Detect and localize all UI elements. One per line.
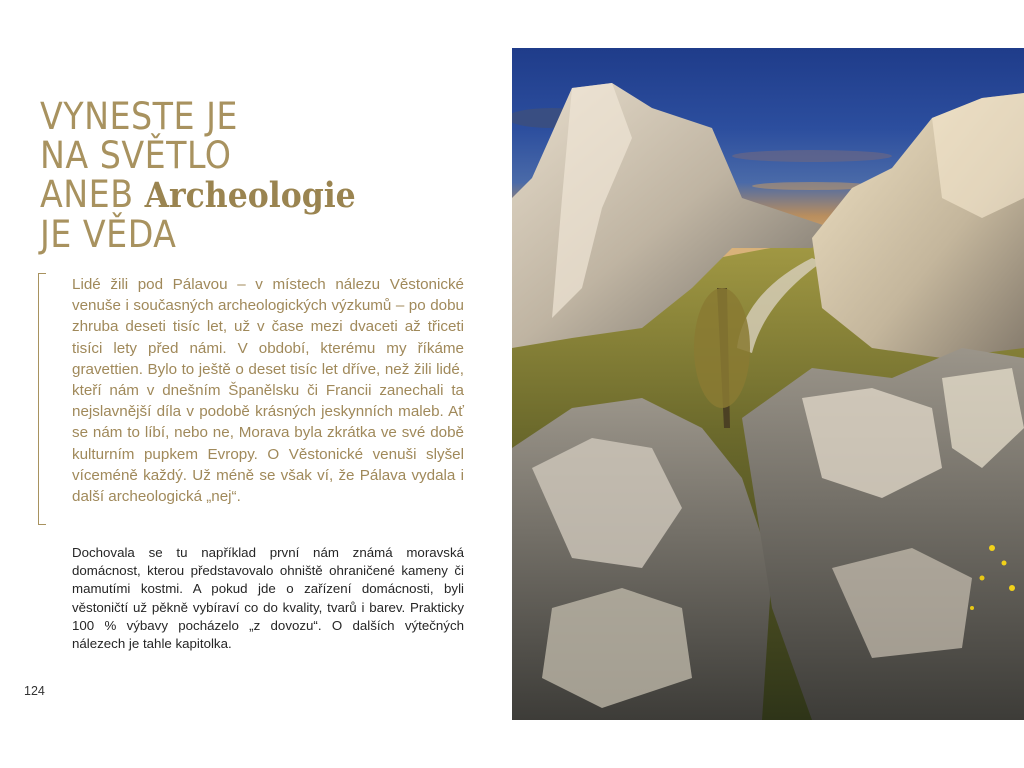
page-number: 124 [24, 684, 45, 698]
intro-paragraph: Lidé žili pod Pálavou – v místech nálezu Věstonické venuše i současných archeologických výzkumů – po dobu zhruba deseti tisíc let, už v čase mezi dvaceti až třiceti tisíci lety před námi. V období, kterému my říkáme gravettien. Bylo to ještě o deset tisíc let dříve, než žili lidé, kteří nám v dnešním Španělsku či Francii zanechali ta nejslavnější díla v podobě krásných jeskynních maleb. Ať se nám to líbí, nebo ne, Morava byla zkrátka ve své době kulturním pupkem Evropy. O Věstonické venuši slyšel víceméně každý. Už méně se však ví, že Pálava vydala i další archeologická „nej“. [72, 276, 464, 506]
title-line-3 [40, 175, 480, 215]
title-line-3-prefix: ANEB [40, 173, 145, 216]
intro-bracket-decoration [38, 273, 46, 525]
title-line-4: JE VĚDA [40, 213, 177, 256]
body-paragraph: Dochovala se tu například první nám známá moravská domácnost, kterou představovalo ohniště ohraničené kameny či mamutími kostmi. A pokud jde o zařízení domácnosti, byli věstoničtí už pěkně vybíraví co do kvality, tvarů i barev. Prakticky 100 % výbavy pocházelo „z dovozu“. O dalších výtečných nálezech je tahle kapitolka. [72, 545, 464, 652]
landscape-photo-palava-rocks [512, 48, 1024, 720]
chapter-title [40, 97, 480, 254]
title-accent-word: Archeologie [144, 175, 356, 216]
title-line-2: NA SVĚTLO [40, 134, 232, 177]
title-line-1: VYNESTE JE [40, 95, 238, 138]
